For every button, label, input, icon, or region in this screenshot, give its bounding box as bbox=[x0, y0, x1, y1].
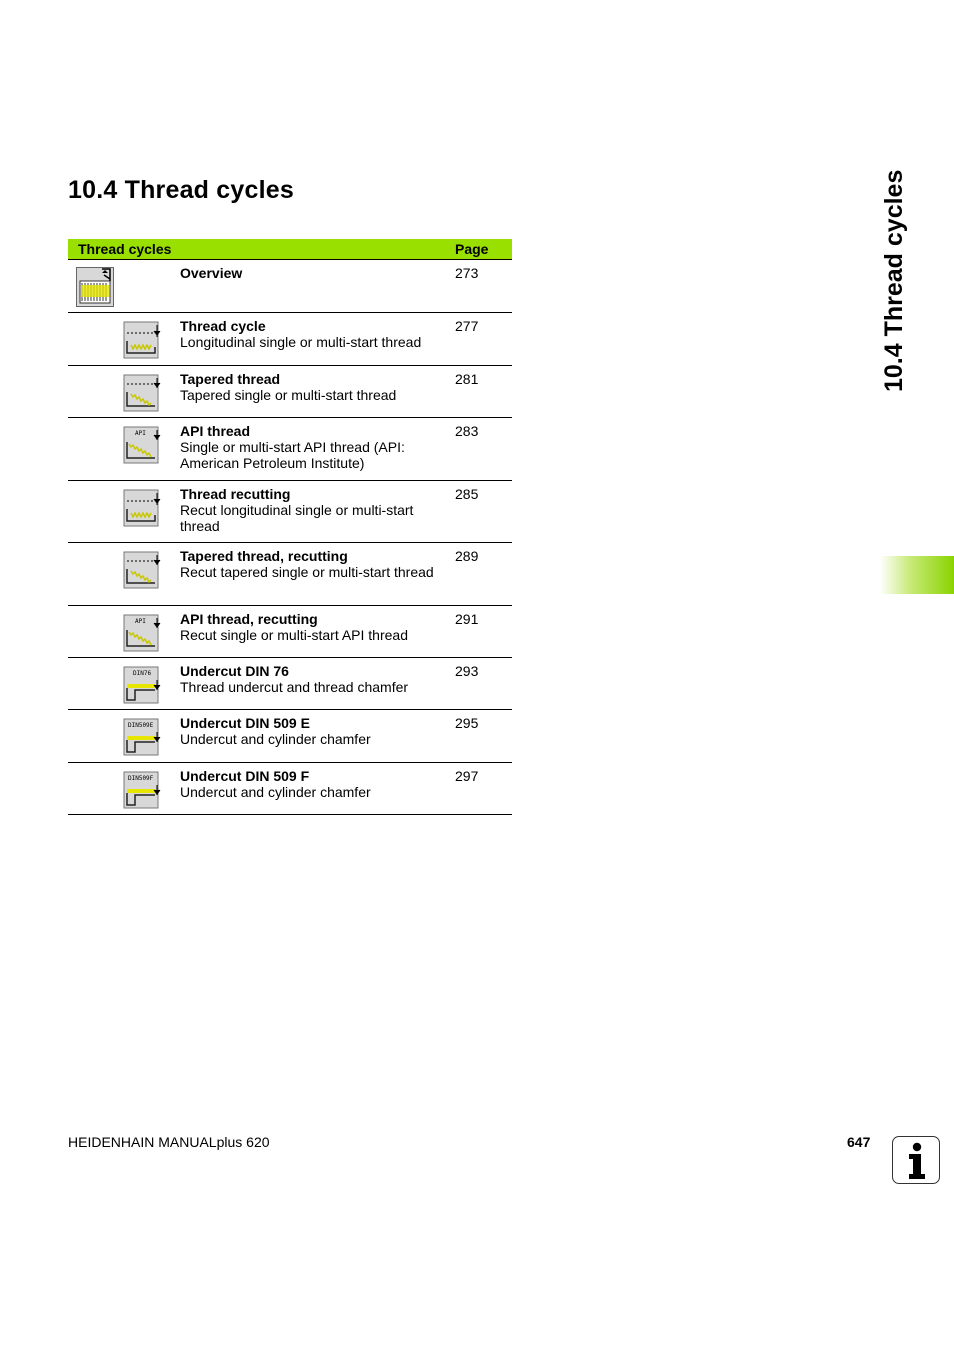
thread-cycle-icon[interactable] bbox=[123, 321, 163, 359]
row-page: 283 bbox=[455, 423, 479, 439]
table-row[interactable] bbox=[68, 481, 512, 543]
svg-text:DIN509F: DIN509F bbox=[128, 775, 154, 782]
table-row[interactable] bbox=[68, 313, 512, 366]
row-title: API thread, recutting bbox=[180, 611, 318, 627]
api-recutting-icon[interactable] bbox=[123, 614, 163, 652]
row-description: Undercut and cylinder chamfer bbox=[180, 731, 371, 747]
side-chapter-title: 10.4 Thread cycles bbox=[880, 169, 908, 392]
chapter-tab-marker bbox=[880, 556, 954, 594]
thread-cycles-table bbox=[68, 239, 512, 815]
row-page: 273 bbox=[455, 265, 479, 281]
row-title: Tapered thread, recutting bbox=[180, 548, 348, 564]
row-title: Undercut DIN 509 F bbox=[180, 768, 310, 784]
table-row[interactable] bbox=[68, 366, 512, 418]
row-description: Recut tapered single or multi-start thread bbox=[180, 564, 434, 580]
table-row[interactable] bbox=[68, 658, 512, 710]
footer-manual-name: HEIDENHAIN MANUALplus 620 bbox=[68, 1134, 270, 1150]
row-title: Undercut DIN 509 E bbox=[180, 715, 310, 731]
info-glyph-icon bbox=[893, 1137, 938, 1182]
overview-thread-icon[interactable] bbox=[76, 267, 114, 307]
undercut-din509f-icon[interactable] bbox=[123, 771, 163, 809]
row-title: Tapered thread bbox=[180, 371, 281, 387]
row-page: 277 bbox=[455, 318, 479, 334]
table-header bbox=[68, 239, 512, 260]
svg-text:DIN509E: DIN509E bbox=[128, 722, 154, 729]
row-page: 285 bbox=[455, 486, 479, 502]
row-description: Recut single or multi-start API thread bbox=[180, 627, 408, 643]
svg-text:API: API bbox=[135, 618, 146, 625]
row-page: 293 bbox=[455, 663, 479, 679]
tapered-thread-icon[interactable] bbox=[123, 374, 163, 412]
row-page: 289 bbox=[455, 548, 479, 564]
table-row[interactable] bbox=[68, 763, 512, 815]
table-row[interactable] bbox=[68, 543, 512, 606]
row-page: 281 bbox=[455, 371, 479, 387]
row-title: Thread recutting bbox=[180, 486, 291, 502]
row-title: Undercut DIN 76 bbox=[180, 663, 289, 679]
undercut-din76-icon[interactable] bbox=[123, 666, 163, 704]
row-page: 291 bbox=[455, 611, 479, 627]
table-row[interactable] bbox=[68, 606, 512, 658]
row-title: Thread cycle bbox=[180, 318, 266, 334]
row-description: Tapered single or multi-start thread bbox=[180, 387, 397, 403]
row-page: 295 bbox=[455, 715, 479, 731]
row-title: Overview bbox=[180, 265, 243, 281]
svg-text:API: API bbox=[135, 430, 146, 437]
row-description: Recut longitudinal single or multi-start thread bbox=[180, 502, 414, 534]
api-thread-icon[interactable] bbox=[123, 426, 163, 464]
info-icon[interactable] bbox=[892, 1136, 940, 1184]
footer-page-number: 647 bbox=[847, 1134, 871, 1150]
tapered-recutting-icon[interactable] bbox=[123, 551, 163, 589]
page-title: 10.4 Thread cycles bbox=[68, 176, 294, 204]
thread-recutting-icon[interactable] bbox=[123, 489, 163, 527]
row-title: API thread bbox=[180, 423, 251, 439]
header-cycles: Thread cycles bbox=[78, 241, 172, 257]
row-description: Longitudinal single or multi-start thread bbox=[180, 334, 422, 350]
row-page: 297 bbox=[455, 768, 479, 784]
undercut-din509e-icon[interactable] bbox=[123, 718, 163, 756]
svg-text:DIN76: DIN76 bbox=[133, 670, 152, 677]
table-row[interactable] bbox=[68, 710, 512, 763]
row-description: Single or multi-start API thread (API: American Petroleum Institute) bbox=[180, 439, 405, 471]
header-page: Page bbox=[455, 241, 489, 257]
row-description: Thread undercut and thread chamfer bbox=[180, 679, 409, 695]
table-row[interactable] bbox=[68, 418, 512, 481]
row-description: Undercut and cylinder chamfer bbox=[180, 784, 371, 800]
table-row[interactable] bbox=[68, 260, 512, 313]
